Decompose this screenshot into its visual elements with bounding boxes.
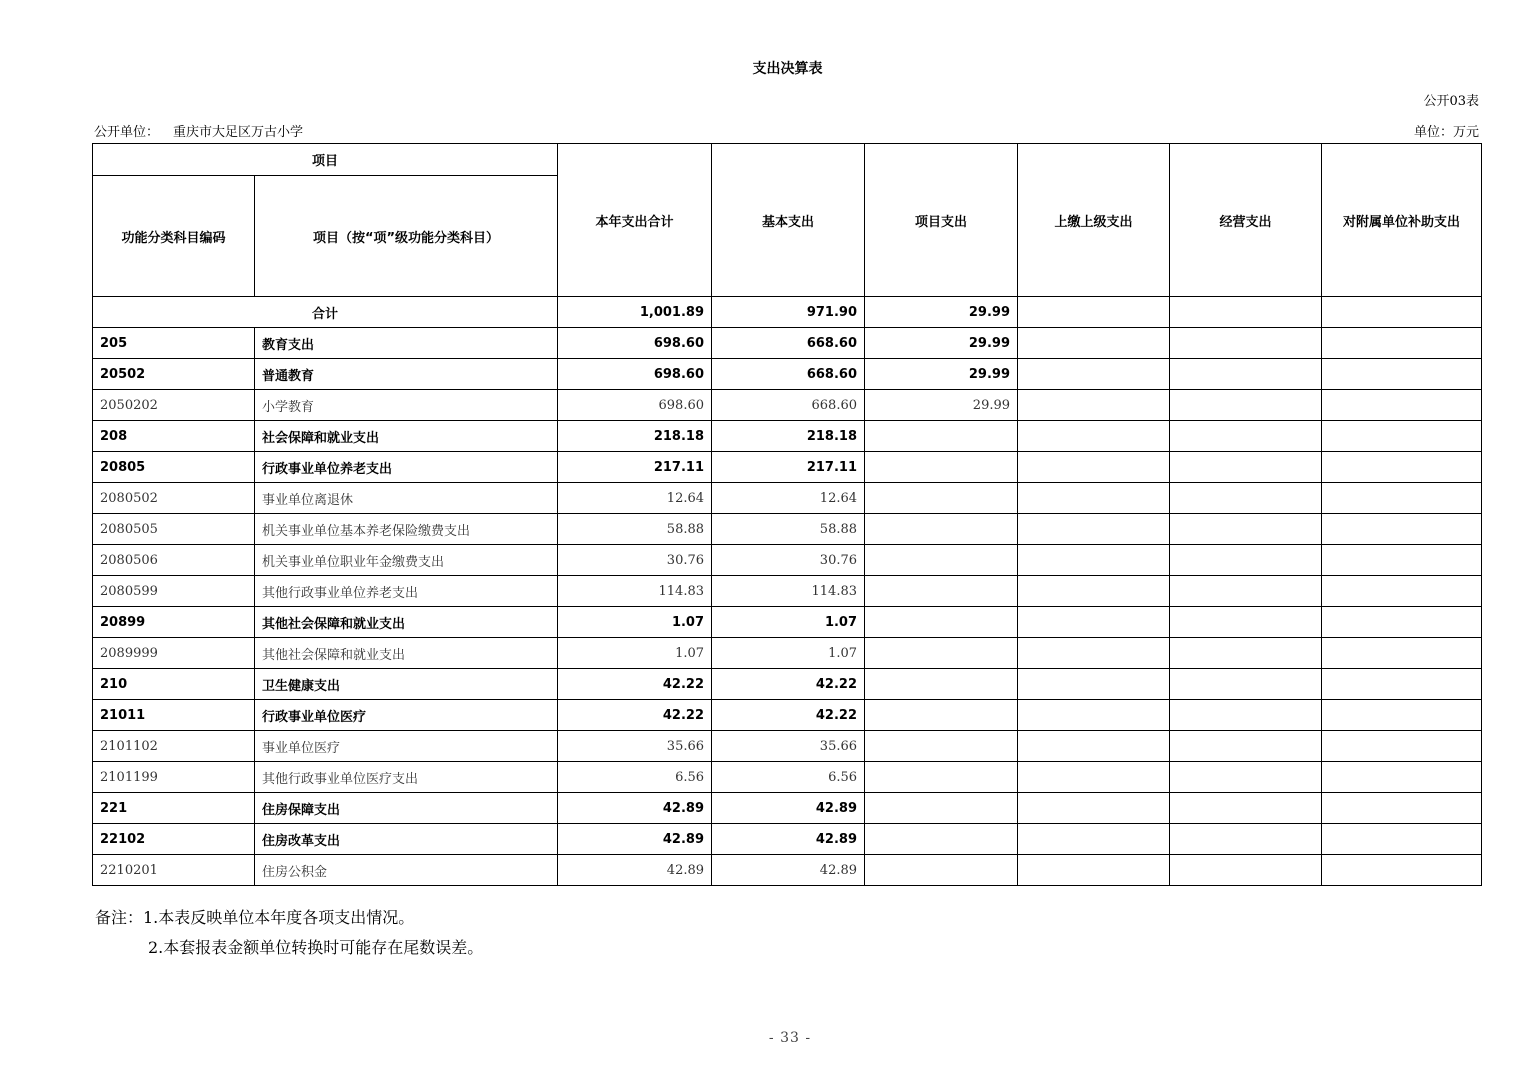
subsidy-cell [1322, 545, 1482, 576]
code-cell: 20899 [93, 607, 255, 638]
business-cell [1170, 669, 1322, 700]
upper-level-cell [1018, 514, 1170, 545]
table-row [93, 452, 1482, 483]
code-cell: 22102 [93, 824, 255, 855]
code-cell: 20805 [93, 452, 255, 483]
code-cell: 2080599 [93, 576, 255, 607]
upper-level-cell [1018, 731, 1170, 762]
total-cell: 698.60 [558, 328, 712, 359]
subsidy-cell [1322, 762, 1482, 793]
total-cell: 698.60 [558, 359, 712, 390]
basic-cell: 42.89 [712, 824, 865, 855]
project-expenditure-cell [865, 607, 1018, 638]
upper-level-cell [1018, 390, 1170, 421]
table-row [93, 421, 1482, 452]
total-cell: 114.83 [558, 576, 712, 607]
table-row [93, 483, 1482, 514]
upper-level-cell [1018, 638, 1170, 669]
upper-level-cell [1018, 483, 1170, 514]
basic-cell: 42.22 [712, 669, 865, 700]
code-cell: 210 [93, 669, 255, 700]
upper-level-cell [1018, 855, 1170, 886]
total-cell: 42.89 [558, 855, 712, 886]
basic-cell: 217.11 [712, 452, 865, 483]
org-name: 重庆市大足区万古小学 [173, 125, 304, 140]
table-row [93, 824, 1482, 855]
table-row [93, 855, 1482, 886]
unit-info-line [94, 121, 1479, 140]
total-cell: 42.22 [558, 669, 712, 700]
total-cell: 42.22 [558, 700, 712, 731]
basic-cell: 668.60 [712, 328, 865, 359]
header-business: 经营支出 [1170, 144, 1322, 297]
total-cell: 42.89 [558, 793, 712, 824]
project-expenditure-cell [865, 514, 1018, 545]
basic-cell: 42.89 [712, 793, 865, 824]
total-cell: 30.76 [558, 545, 712, 576]
upper-level-cell [1018, 297, 1170, 328]
business-cell [1170, 483, 1322, 514]
subsidy-cell [1322, 638, 1482, 669]
header-subsidy: 对附属单位补助支出 [1322, 144, 1482, 297]
code-cell: 2101102 [93, 731, 255, 762]
table-row [93, 638, 1482, 669]
code-cell: 2080506 [93, 545, 255, 576]
subsidy-cell [1322, 359, 1482, 390]
table-row [93, 762, 1482, 793]
table-row [93, 793, 1482, 824]
name-cell: 其他社会保障和就业支出 [255, 638, 558, 669]
basic-cell: 58.88 [712, 514, 865, 545]
basic-cell: 42.22 [712, 700, 865, 731]
subsidy-cell [1322, 824, 1482, 855]
name-cell: 住房公积金 [255, 855, 558, 886]
upper-level-cell [1018, 793, 1170, 824]
total-label: 合计 [93, 297, 558, 328]
project-expenditure-cell [865, 452, 1018, 483]
name-cell: 事业单位医疗 [255, 731, 558, 762]
project-expenditure-cell [865, 421, 1018, 452]
project-expenditure-cell [865, 793, 1018, 824]
code-cell: 205 [93, 328, 255, 359]
business-cell [1170, 731, 1322, 762]
basic-cell: 218.18 [712, 421, 865, 452]
total-cell: 698.60 [558, 390, 712, 421]
business-cell [1170, 452, 1322, 483]
subsidy-cell [1322, 483, 1482, 514]
project-expenditure-cell: 29.99 [865, 328, 1018, 359]
upper-level-cell [1018, 359, 1170, 390]
business-cell [1170, 545, 1322, 576]
table-row [93, 359, 1482, 390]
basic-cell: 12.64 [712, 483, 865, 514]
code-cell: 2050202 [93, 390, 255, 421]
upper-level-cell [1018, 824, 1170, 855]
currency-unit: 单位：万元 [1413, 125, 1479, 140]
total-cell: 58.88 [558, 514, 712, 545]
total-cell: 218.18 [558, 421, 712, 452]
subsidy-cell [1322, 328, 1482, 359]
basic-cell: 6.56 [712, 762, 865, 793]
code-cell: 2080502 [93, 483, 255, 514]
org-info [94, 121, 303, 140]
code-cell: 2210201 [93, 855, 255, 886]
page-number: - 33 - [768, 1030, 812, 1046]
subsidy-cell [1322, 669, 1482, 700]
note-line-1: 备注：1.本表反映单位本年度各项支出情况。 [95, 908, 415, 927]
name-cell: 住房改革支出 [255, 824, 558, 855]
document-title: 支出决算表 [752, 61, 823, 77]
business-cell [1170, 824, 1322, 855]
name-cell: 其他行政事业单位养老支出 [255, 576, 558, 607]
name-cell: 事业单位离退休 [255, 483, 558, 514]
subsidy-cell [1322, 700, 1482, 731]
business-cell [1170, 638, 1322, 669]
basic-cell: 668.60 [712, 390, 865, 421]
upper-level-cell [1018, 700, 1170, 731]
project-expenditure-cell [865, 483, 1018, 514]
table-row [93, 669, 1482, 700]
project-expenditure-cell [865, 700, 1018, 731]
subsidy-cell [1322, 793, 1482, 824]
org-label: 公开单位： [94, 125, 160, 140]
name-cell: 行政事业单位医疗 [255, 700, 558, 731]
total-cell: 217.11 [558, 452, 712, 483]
total-row [93, 297, 1482, 328]
business-cell [1170, 855, 1322, 886]
code-cell: 2101199 [93, 762, 255, 793]
total-cell: 35.66 [558, 731, 712, 762]
code-cell: 21011 [93, 700, 255, 731]
table-row [93, 576, 1482, 607]
project-expenditure-cell [865, 576, 1018, 607]
name-cell: 行政事业单位养老支出 [255, 452, 558, 483]
name-cell: 住房保障支出 [255, 793, 558, 824]
subsidy-cell [1322, 452, 1482, 483]
basic-cell: 1.07 [712, 607, 865, 638]
business-cell [1170, 359, 1322, 390]
header-total: 本年支出合计 [558, 144, 712, 297]
name-cell: 其他行政事业单位医疗支出 [255, 762, 558, 793]
business-cell [1170, 297, 1322, 328]
subsidy-cell [1322, 514, 1482, 545]
header-code: 功能分类科目编码 [93, 176, 255, 297]
basic-cell: 668.60 [712, 359, 865, 390]
table-row [93, 700, 1482, 731]
form-number: 公开03表 [1423, 94, 1479, 109]
subsidy-cell [1322, 421, 1482, 452]
subsidy-cell [1322, 731, 1482, 762]
basic-cell: 30.76 [712, 545, 865, 576]
subsidy-cell [1322, 297, 1482, 328]
name-cell: 小学教育 [255, 390, 558, 421]
project-expenditure-cell [865, 855, 1018, 886]
basic-cell: 1.07 [712, 638, 865, 669]
header-project-expenditure: 项目支出 [865, 144, 1018, 297]
subsidy-cell [1322, 576, 1482, 607]
basic-cell: 35.66 [712, 731, 865, 762]
table-row [93, 607, 1482, 638]
upper-level-cell [1018, 545, 1170, 576]
upper-level-cell [1018, 421, 1170, 452]
code-cell: 221 [93, 793, 255, 824]
header-name: 项目（按“项”级功能分类科目） [255, 176, 558, 297]
business-cell [1170, 328, 1322, 359]
business-cell [1170, 576, 1322, 607]
project-expenditure-cell: 29.99 [865, 297, 1018, 328]
name-cell: 卫生健康支出 [255, 669, 558, 700]
upper-level-cell [1018, 452, 1170, 483]
total-cell: 1.07 [558, 607, 712, 638]
code-cell: 20502 [93, 359, 255, 390]
project-expenditure-cell: 29.99 [865, 359, 1018, 390]
name-cell: 普通教育 [255, 359, 558, 390]
upper-level-cell [1018, 328, 1170, 359]
code-cell: 208 [93, 421, 255, 452]
name-cell: 教育支出 [255, 328, 558, 359]
project-expenditure-cell [865, 762, 1018, 793]
code-cell: 2089999 [93, 638, 255, 669]
header-project: 项目 [93, 144, 558, 176]
basic-cell: 42.89 [712, 855, 865, 886]
notes [95, 903, 483, 963]
name-cell: 社会保障和就业支出 [255, 421, 558, 452]
header-basic: 基本支出 [712, 144, 865, 297]
total-cell: 12.64 [558, 483, 712, 514]
table-row [93, 514, 1482, 545]
project-expenditure-cell [865, 824, 1018, 855]
name-cell: 其他社会保障和就业支出 [255, 607, 558, 638]
business-cell [1170, 390, 1322, 421]
total-cell: 1.07 [558, 638, 712, 669]
name-cell: 机关事业单位职业年金缴费支出 [255, 545, 558, 576]
name-cell: 机关事业单位基本养老保险缴费支出 [255, 514, 558, 545]
business-cell [1170, 421, 1322, 452]
total-cell: 42.89 [558, 824, 712, 855]
business-cell [1170, 607, 1322, 638]
project-expenditure-cell [865, 669, 1018, 700]
subsidy-cell [1322, 607, 1482, 638]
business-cell [1170, 762, 1322, 793]
subsidy-cell [1322, 855, 1482, 886]
basic-cell: 971.90 [712, 297, 865, 328]
business-cell [1170, 793, 1322, 824]
expenditure-table [92, 143, 1482, 886]
header-upper-level: 上缴上级支出 [1018, 144, 1170, 297]
total-cell: 6.56 [558, 762, 712, 793]
total-cell: 1,001.89 [558, 297, 712, 328]
project-expenditure-cell [865, 638, 1018, 669]
note-line-2: 2.本套报表金额单位转换时可能存在尾数误差。 [148, 938, 484, 957]
subsidy-cell [1322, 390, 1482, 421]
project-expenditure-cell: 29.99 [865, 390, 1018, 421]
upper-level-cell [1018, 607, 1170, 638]
table-row [93, 545, 1482, 576]
business-cell [1170, 514, 1322, 545]
project-expenditure-cell [865, 545, 1018, 576]
table-row [93, 390, 1482, 421]
upper-level-cell [1018, 576, 1170, 607]
table-row [93, 731, 1482, 762]
code-cell: 2080505 [93, 514, 255, 545]
basic-cell: 114.83 [712, 576, 865, 607]
business-cell [1170, 700, 1322, 731]
upper-level-cell [1018, 669, 1170, 700]
project-expenditure-cell [865, 731, 1018, 762]
upper-level-cell [1018, 762, 1170, 793]
table-row [93, 328, 1482, 359]
